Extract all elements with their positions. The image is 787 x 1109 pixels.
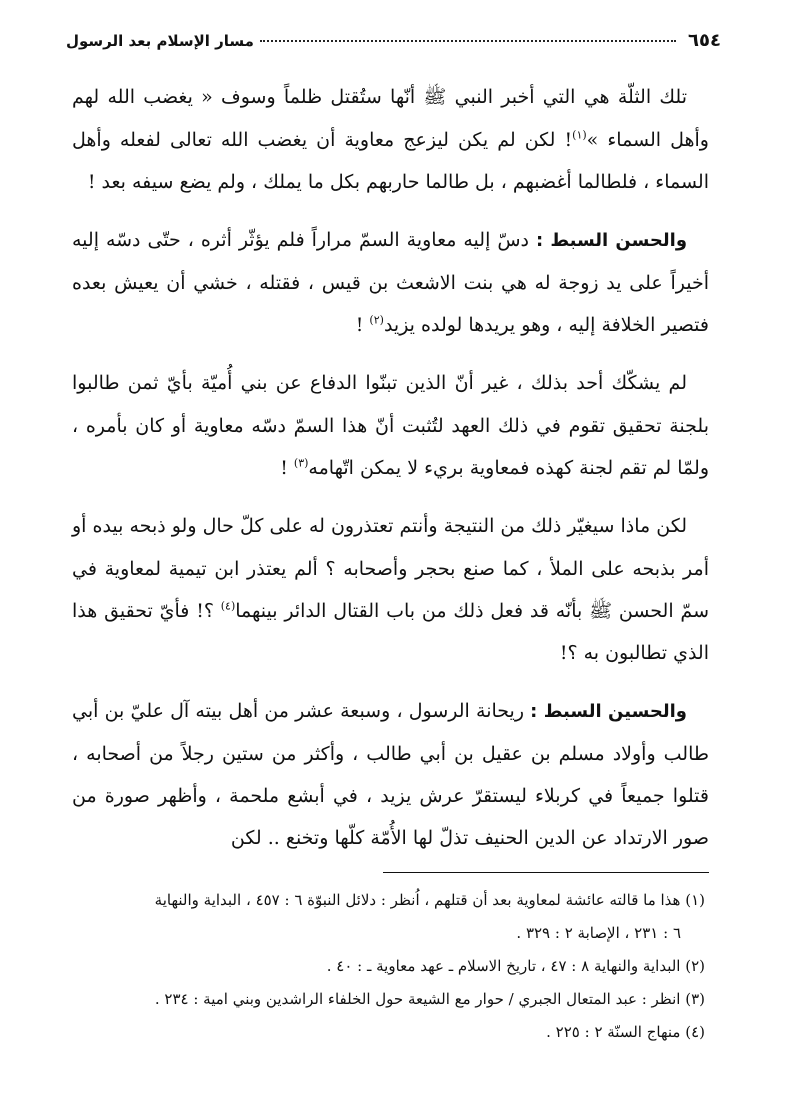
- footnote-divider: [383, 872, 709, 873]
- footnotes: [72, 884, 705, 1049]
- dotted-leader: [260, 40, 676, 42]
- footnote-continuation: ٦ : ٢٣١ ، الإصابة ٢ : ٣٢٩ .: [516, 924, 681, 942]
- footnote-ref: (٤): [220, 599, 236, 613]
- footnote-line: (٤) منهاج السنّة ٢ : ٢٢٥ .: [546, 1023, 705, 1041]
- paragraph-text: لكن ماذا سيغيّر ذلك من النتيجة وأنتم تعتذرون له على كلّ حال ولو ذبحه بيده أو أمر بذبحه على الملأ ، كما صنع بحجر وأصحابه ؟ ألم يعتذر ابن تيمية لمعاوية في سمّ الحسن ﷺ بأنّه قد فعل ذلك من باب القتال الدائر بينهما: [72, 515, 709, 622]
- paragraph-lead: والحسن السبط :: [535, 230, 688, 251]
- running-title: مسار الإسلام بعد الرسول: [66, 32, 254, 50]
- page-number: ٦٥٤: [688, 30, 721, 51]
- paragraph-lead: والحسين السبط :: [530, 701, 687, 722]
- paragraph-text: لم يشكّك أحد بذلك ، غير أنّ الذين تبنّوا الدفاع عن بني أُميّة بأيّ ثمن طالبوا بلجنة تحقيق تقوم في ذلك العهد لتُثبت أنّ هذا السمّ دسّه معاوية أو كان بأمره ، ولمّا لم تقم لجنة كهذه فمعاوية بريء لا يمكن اتّهامه: [72, 372, 709, 479]
- paragraph-text: ريحانة الرسول ، وسبعة عشر من أهل بيته آل عليّ بن أبي طالب وأولاد مسلم بن عقيل بن أبي طالب ، وأكثر من ستين رجلاً من أصحابه ، قتلوا جميعاً في كربلاء ليستقرّ عرش يزيد ، في أبشع ملحمة ، وأظهر صورة من صور الارتداد عن الدين الحنيف تذلّ لها الأُمّة كلّها وتخنع .. لكن: [72, 700, 709, 849]
- paragraph-text-after: !: [355, 314, 370, 336]
- paragraph-text-after: ! لكن لم يكن ليزعج معاوية أن يغضب الله تعالى لفعله وأهل السماء ، فلطالما أغضبهم ، بل طالما حاربهم بكل ما يملك ، ولم يضع سيفه بعد !: [72, 129, 709, 193]
- paragraph-text: تلك الثلّة هي التي أخبر النبي ﷺ أنّها ستُقتل ظلماً وسوف « يغضب الله لهم وأهل السماء »: [72, 86, 709, 151]
- page-header: [66, 30, 721, 56]
- main-text: [72, 76, 709, 875]
- paragraph-3: [72, 362, 709, 489]
- footnote-3: [72, 983, 705, 1016]
- paragraph-4: [72, 505, 709, 674]
- footnote-line: (٣) انظر : عبد المتعال الجبري / حوار مع الشيعة حول الخلفاء الراشدين وبني امية : ٢٣٤ .: [154, 990, 705, 1008]
- footnote-4: [72, 1016, 705, 1049]
- footnote-2: [72, 950, 705, 983]
- paragraph-5: [72, 690, 709, 859]
- paragraph-2: [72, 219, 709, 346]
- footnote-ref: (٢): [369, 313, 384, 327]
- paragraph-text-after: !: [280, 457, 294, 479]
- paragraph-1: [72, 76, 709, 203]
- footnote-line: (١) هذا ما قالته عائشة لمعاوية بعد أن قتلهم ، اُنظر : دلائل النبوّة ٦ : ٤٥٧ ، البداية والنهاية: [154, 891, 705, 909]
- paragraph-text: دسّ إليه معاوية السمّ مراراً فلم يؤثّر أثره ، حتّى دسّه إليه أخيراً على يد زوجة له هي بنت الاشعث بن قيس ، فقتله ، خشي أن يعيش بعده فتصير الخلافة إليه ، وهو يريدها لولده يزيد: [72, 229, 709, 336]
- footnote-1: [72, 884, 705, 950]
- footnote-line: (٢) البداية والنهاية ٨ : ٤٧ ، تاريخ الاسلام ـ عهد معاوية ـ : ٤٠ .: [326, 957, 705, 975]
- footnote-ref: (١): [572, 128, 587, 142]
- footnote-ref: (٣): [293, 456, 309, 470]
- paragraph-text-after: ؟! فأيّ تحقيق هذا الذي تطالبون به ؟!: [72, 600, 709, 664]
